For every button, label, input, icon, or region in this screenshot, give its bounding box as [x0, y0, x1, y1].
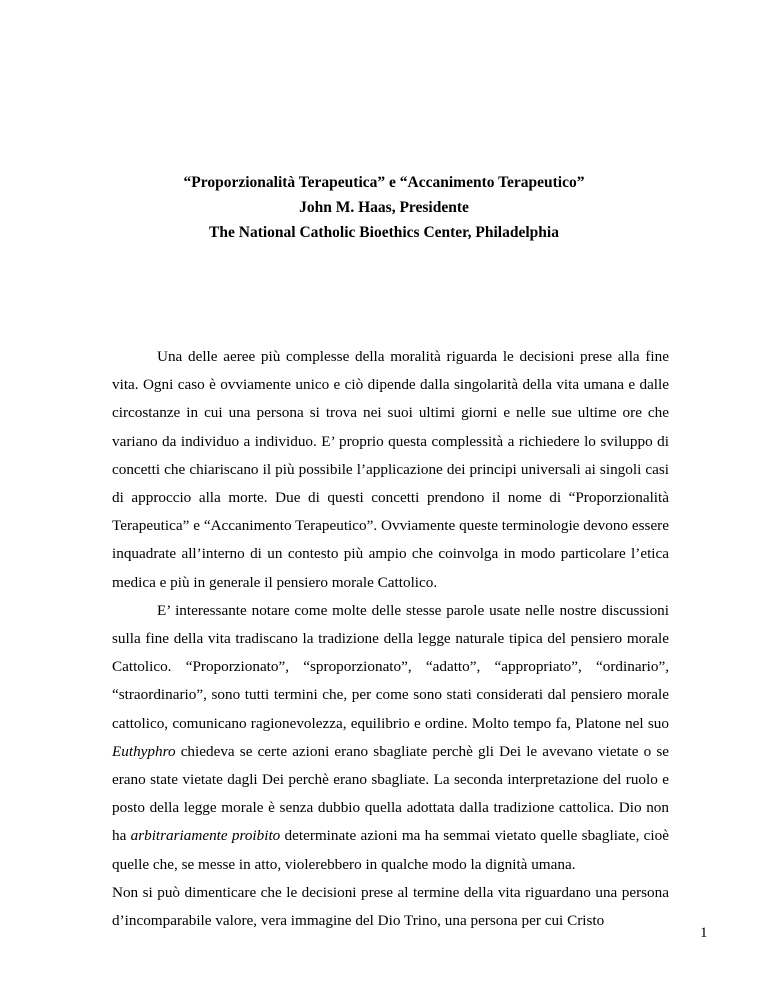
- euthyphro-title: Euthyphro: [112, 742, 176, 760]
- paragraph-1: [112, 343, 669, 597]
- body-text: [112, 343, 669, 935]
- paragraph-2: [112, 597, 669, 879]
- document-title: “Proporzionalità Terapeutica” e “Accanimento Terapeutico”: [183, 174, 585, 191]
- page-number: 1: [700, 925, 708, 941]
- author-line: John M. Haas, Presidente: [299, 199, 469, 216]
- arbitrarily-forbidden-phrase: arbitrariamente proibito: [130, 827, 281, 845]
- paragraph-1-text: Una delle aeree più complesse della moralità riguarda le decisioni prese alla fine vita. Ogni caso è ovviamente unico e ciò dipende dalla singolarità della vita umana e dalle circostanze in cui una persona si trova nei suoi ultimi giorni e nelle sue ultime ore che variano da individuo a individuo. E’ proprio questa complessità a richiedere lo sviluppo di concetti che chiariscano il più possibile l’applicazione dei principi universali ai singoli casi di approccio alla morte. Due di questi concetti prendono il nome di “Proporzionalità Terapeutica” e “Accanimento Terapeutico”. Ovviamente queste terminologie devono essere inquadrate all’interno di un contesto più ampio che coinvolga in modo particolare l’etica medica e più in generale il pensiero morale Cattolico.: [112, 348, 669, 591]
- paragraph-2-text-c: determinate azioni ma ha semmai vietato quelle sbagliate, cioè quelle che, se messe in atto, violerebbero in qualche modo la dignità umana.: [112, 827, 669, 873]
- paragraph-3: [112, 879, 669, 935]
- paragraph-2-text-a: E’ interessante notare come molte delle stesse parole usate nelle nostre discussioni sulla fine della vita tradiscano la tradizione della legge naturale tipica del pensiero morale Cattolico. “Proporzionato”, “sproporzionato”, “adatto”, “appropriato”, “ordinario”, “straordinario”, sono tutti termini che, per come sono stati considerati dal pensiero morale cattolico, comunicano ragionevolezza, equilibrio e ordine. Molto tempo fa, Platone nel suo: [112, 601, 669, 732]
- paragraph-2-text-b: chiedeva se certe azioni erano sbagliate perchè gli Dei le avevano vietate o se erano state vietate dagli Dei perchè erano sbagliate. La seconda interpretazione del ruolo e posto della legge morale è senza dubbio quella adottata dalla tradizione cattolica. Dio non ha: [112, 742, 669, 845]
- affiliation-line: The National Catholic Bioethics Center, Philadelphia: [209, 224, 559, 241]
- title-block: [0, 170, 768, 245]
- paragraph-3-text: Non si può dimenticare che le decisioni prese al termine della vita riguardano una persona d’incomparabile valore, vera immagine del Dio Trino, una persona per cui Cristo: [112, 883, 669, 930]
